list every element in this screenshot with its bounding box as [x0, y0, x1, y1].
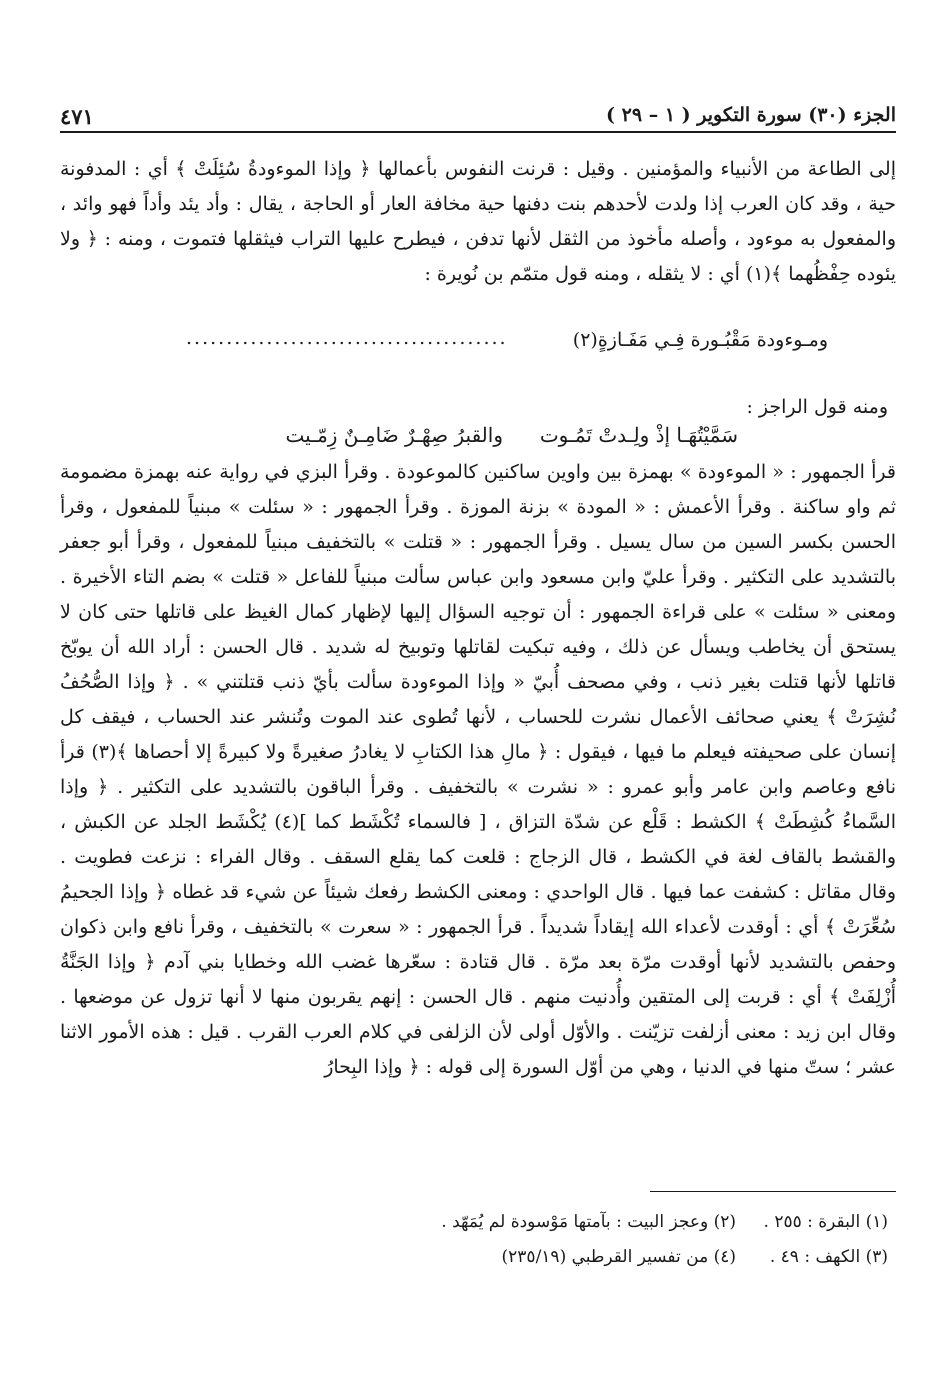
main-text-continued — [60, 455, 896, 1085]
footnote-divider — [650, 1191, 896, 1192]
paragraph-2: قرأ الجمهور : « الموءودة » بهمزة بين واوين ساكنين كالموعودة . وقرأ البزي في رواية عنه بهمزة مضمومة ثم واو ساكنة . وقرأ الأعمش : « المودة » بزنة الموزة . وقرأ الجمهور : « سئلت » مبنياً للمفعول ، وقرأ الحسن بكسر السين من سال يسيل . وقرأ الجمهور : « قتلت » بالتخفيف مبنياً للمفعول ، وقرأ أبو جعفر بالتشديد على التكثير . وقرأ عليّ وابن مسعود وابن عباس سألت مبنياً للفاعل « قتلت » بضم التاء الأخيرة . ومعنى « سئلت » على قراءة الجمهور : أن توجيه السؤال إليها لإظهار كمال الغيظ على قاتلها حتى كان لا يستحق أن يخاطب ويسأل عن ذلك ، وفيه تبكيت لقاتلها وتوبيخ له شديد . قال الحسن : أراد الله أن يوبّخ قاتلها لأنها قتلت بغير ذنب ، وفي مصحف أُبيّ « وإذا الموءودة سألت بأيّ ذنب قتلتني » . ﴿ وإذا الصُّحُفُ نُشِرَتْ ﴾ يعني صحائف الأعمال نشرت للحساب ، لأنها تُطوى عند الموت وتُنشر عند الحساب ، فيقف كل إنسان على صحيفته فيعلم ما فيها ، فيقول : ﴿ مالِ هذا الكتابِ لا يغادرُ صغيرةً ولا كبيرةً إلا أحصاها ﴾(٣) قرأ نافع وعاصم وابن عامر وأبو عمرو : « نشرت » بالتخفيف . وقرأ الباقون بالتشديد على التكثير . ﴿ وإذا السَّماءُ كُشِطَتْ ﴾ الكشط : قَلْع عن شدّة التزاق ، [ فالسماء تُكْشَط كما ](٤) يُكْشَط الجلد عن الكبش ، والقشط بالقاف لغة في الكشط ، قال الزجاج : قلعت كما يقلع السقف . وقال الفراء : نزعت فطويت . وقال مقاتل : كشفت عما فيها . قال الواحدي : ومعنى الكشط رفعك شيئاً عن شيء قد غطاه ﴿ وإذا الجحيمُ سُعِّرَتْ ﴾ أي : أوقدت لأعداء الله إيقاداً شديداً . قرأ الجمهور : « سعرت » بالتخفيف ، وقرأ نافع وابن ذكوان وحفص بالتشديد لأنها أوقدت مرّة بعد مرّة . قال قتادة : سعّرها غضب الله وخطايا بني آدم ﴿ وإذا الجَنَّةُ أُزْلِفَتْ ﴾ أي : قربت إلى المتقين وأُدنيت منهم . قال الحسن : إنهم يقربون منها لا أنها تزول عن موضعها . وقال ابن زيد : معنى أزلفت تزيّنت . والأوّل أولى لأن الزلفى في كلام العرب القرب . قيل : هذه الأمور الاثنا عشر ؛ ستّ منها في الدنيا ، وهي من أوّل السورة إلى قوله : ﴿ وإذا البِحارُ — [60, 461, 896, 1078]
paragraph-1: إلى الطاعة من الأنبياء والمؤمنين . وقيل : قرنت النفوس بأعمالها ﴿ وإذا الموءودةُ سُئِلَتْ ﴾ أي : المدفونة حية ، وقد كان العرب إذا ولدت لأحدهم بنت دفنها حية مخافة العار أو الحاجة ، يقال : وأد يئد وأداً فهو وائد ، والمفعول به موءود ، وأصله مأخوذ من الثقل لأنها تدفن ، فيطرح عليها التراب فيثقلها فتموت ، ومنه : ﴿ ولا يئوده حِفْظُهما ﴾(١) أي : لا يثقله ، ومنه قول متمّم بن نُويرة : — [60, 158, 896, 285]
verse-line-1: ومـوءودة مَقْبُـورة فِـي مَفَـازةٍ(٢) — [572, 329, 828, 351]
page-number: ٤٧١ — [60, 104, 94, 129]
verse-2-second-half: والقبرُ صِهْـرٌ ضَامِـنٌ زِمّـيت — [285, 423, 503, 447]
running-header — [60, 100, 896, 134]
footnote-3: (٣) الكهف : ٤٩ . — [769, 1247, 888, 1267]
footnote-4: (٤) من تفسير القرطبي (٢٣٥/١٩) — [501, 1247, 736, 1267]
footnote-1: (١) البقرة : ٢٥٥ . — [763, 1212, 888, 1232]
footnote-2: (٢) وعجز البيت : بآمتها مَوْسودة لم يُمَهّد . — [441, 1212, 736, 1232]
verse-intro: ومنه قول الراجز : — [746, 396, 888, 418]
verse-2-first-half: سَمَّيْتُهَـا إذْ ولِـدتْ تَمُـوت — [539, 423, 738, 447]
verse-missing-hemistich: ........................................ — [186, 327, 508, 349]
header-divider — [60, 131, 896, 133]
main-text — [60, 152, 896, 292]
chapter-title: الجزء (٣٠) سورة التكوير ( ١ – ٢٩ ) — [606, 104, 896, 126]
